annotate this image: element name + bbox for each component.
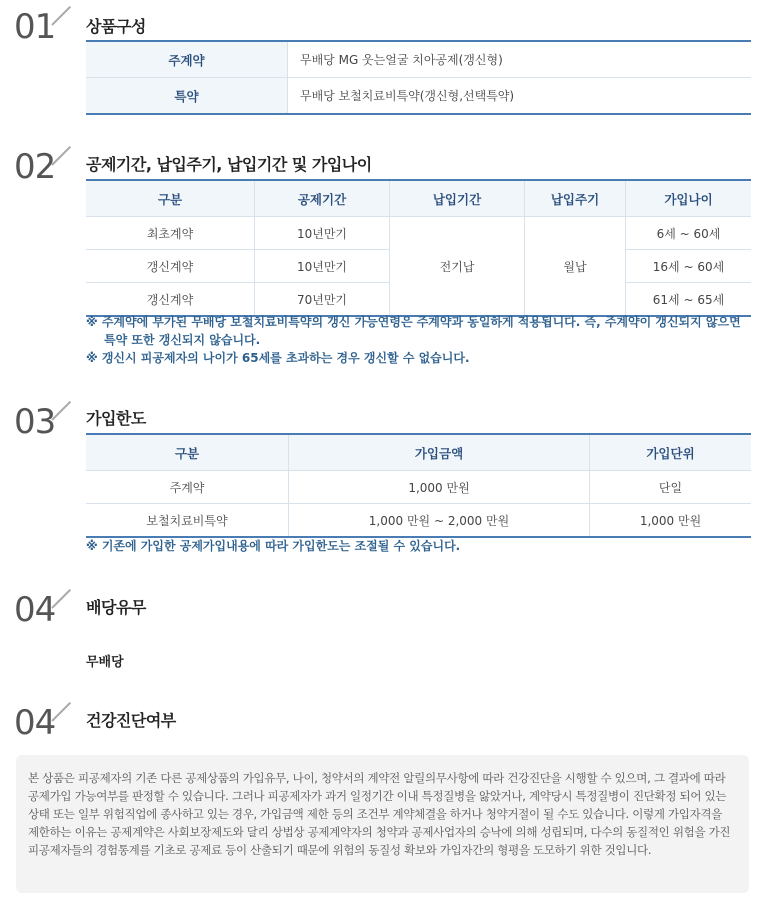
section-title: 상품구성 xyxy=(86,17,146,36)
row-label: 주계약 xyxy=(86,41,288,78)
period-table xyxy=(86,179,751,317)
section-title: 가입한도 xyxy=(86,409,146,428)
column-header: 공제기간 xyxy=(255,180,390,217)
note-text: ※ 기존에 가입한 공제가입내용에 따라 가입한도는 조절될 수 있습니다. xyxy=(86,539,461,553)
column-header: 가입나이 xyxy=(626,180,752,217)
type-cell: 갱신계약 xyxy=(86,250,255,283)
column-header: 납입주기 xyxy=(525,180,626,217)
table-header-row xyxy=(86,434,751,471)
dividend-value: 무배당 xyxy=(86,655,124,670)
unit-cell: 1,000 만원 xyxy=(590,504,752,538)
section-number: 04 xyxy=(14,593,55,627)
column-header: 구분 xyxy=(86,180,255,217)
section-number: 04 xyxy=(14,706,55,740)
term-cell: 10년만기 xyxy=(255,250,390,283)
column-header: 가입금액 xyxy=(289,434,590,471)
age-cell: 16세 ~ 60세 xyxy=(626,250,752,283)
type-cell: 보철치료비특약 xyxy=(86,504,289,538)
column-header: 가입단위 xyxy=(590,434,752,471)
section-number: 03 xyxy=(14,405,55,439)
column-header: 납입기간 xyxy=(390,180,525,217)
section-title: 건강진단여부 xyxy=(86,711,176,730)
note-text: ※ 주계약에 부가된 무배당 보철치료비특약의 갱신 가능연령은 주계약과 동일하게 적용됩니다. 즉, 주계약이 갱신되지 않으면 특약 또한 갱신되지 않습니다. xyxy=(86,315,741,347)
section-number: 01 xyxy=(14,10,55,44)
table-row xyxy=(86,471,751,504)
table-row xyxy=(86,217,751,250)
age-cell: 61세 ~ 65세 xyxy=(626,283,752,317)
composition-table xyxy=(86,40,751,115)
section-title: 배당유무 xyxy=(86,598,146,617)
term-cell: 70년만기 xyxy=(255,283,390,317)
age-cell: 6세 ~ 60세 xyxy=(626,217,752,250)
type-cell: 최초계약 xyxy=(86,217,255,250)
row-label: 특약 xyxy=(86,78,288,115)
limit-table xyxy=(86,433,751,538)
note-text: ※ 갱신시 피공제자의 나이가 65세를 초과하는 경우 갱신할 수 없습니다. xyxy=(86,351,470,365)
column-header: 구분 xyxy=(86,434,289,471)
pay-period-cell: 전기납 xyxy=(390,217,525,317)
section-title: 공제기간, 납입주기, 납입기간 및 가입나이 xyxy=(86,155,372,174)
type-cell: 갱신계약 xyxy=(86,283,255,317)
table-header-row xyxy=(86,180,751,217)
row-value: 무배당 MG 웃는얼굴 치아공제(갱신형) xyxy=(288,41,752,78)
limit-note xyxy=(86,537,751,555)
health-check-description: 본 상품은 피공제자의 기존 다른 공제상품의 가입유무, 나이, 청약서의 계약전 알릴의무사항에 따라 건강진단을 시행할 수 있으며, 그 결과에 따라 공제가입 가능여부를 판정할 수 있습니다. 그러나 피공제자가 과거 일정기간 이내 특정질병을 앓았거나, 계약당시 특정질병이 진단확정 되어 있는 상태 또는 일부 위험직업에 종사하고 있는 경우, 가입금액 제한 등의 조건부 계약체결을 하거나 청약거절이 될 수도 있습니다. 이렇게 가입자격을 제한하는 이유는 공제계약은 사회보장제도와 달리 상법상 공제계약자의 청약과 공제사업자의 승낙에 의해 성립되며, 다수의 동질적인 위험을 가진 피공제자들의 경험통계를 기초로 공제료 등이 산출되기 때문에 위험의 동질성 확보와 가입자간의 형평을 도모하기 위한 것입니다. xyxy=(16,755,749,893)
table-row xyxy=(86,41,751,78)
table-row xyxy=(86,504,751,538)
table-row xyxy=(86,78,751,115)
section-number: 02 xyxy=(14,150,55,184)
amount-cell: 1,000 만원 xyxy=(289,471,590,504)
amount-cell: 1,000 만원 ~ 2,000 만원 xyxy=(289,504,590,538)
period-notes xyxy=(86,313,751,367)
term-cell: 10년만기 xyxy=(255,217,390,250)
type-cell: 주계약 xyxy=(86,471,289,504)
row-value: 무배당 보철치료비특약(갱신형,선택특약) xyxy=(288,78,752,115)
unit-cell: 단일 xyxy=(590,471,752,504)
pay-cycle-cell: 월납 xyxy=(525,217,626,317)
